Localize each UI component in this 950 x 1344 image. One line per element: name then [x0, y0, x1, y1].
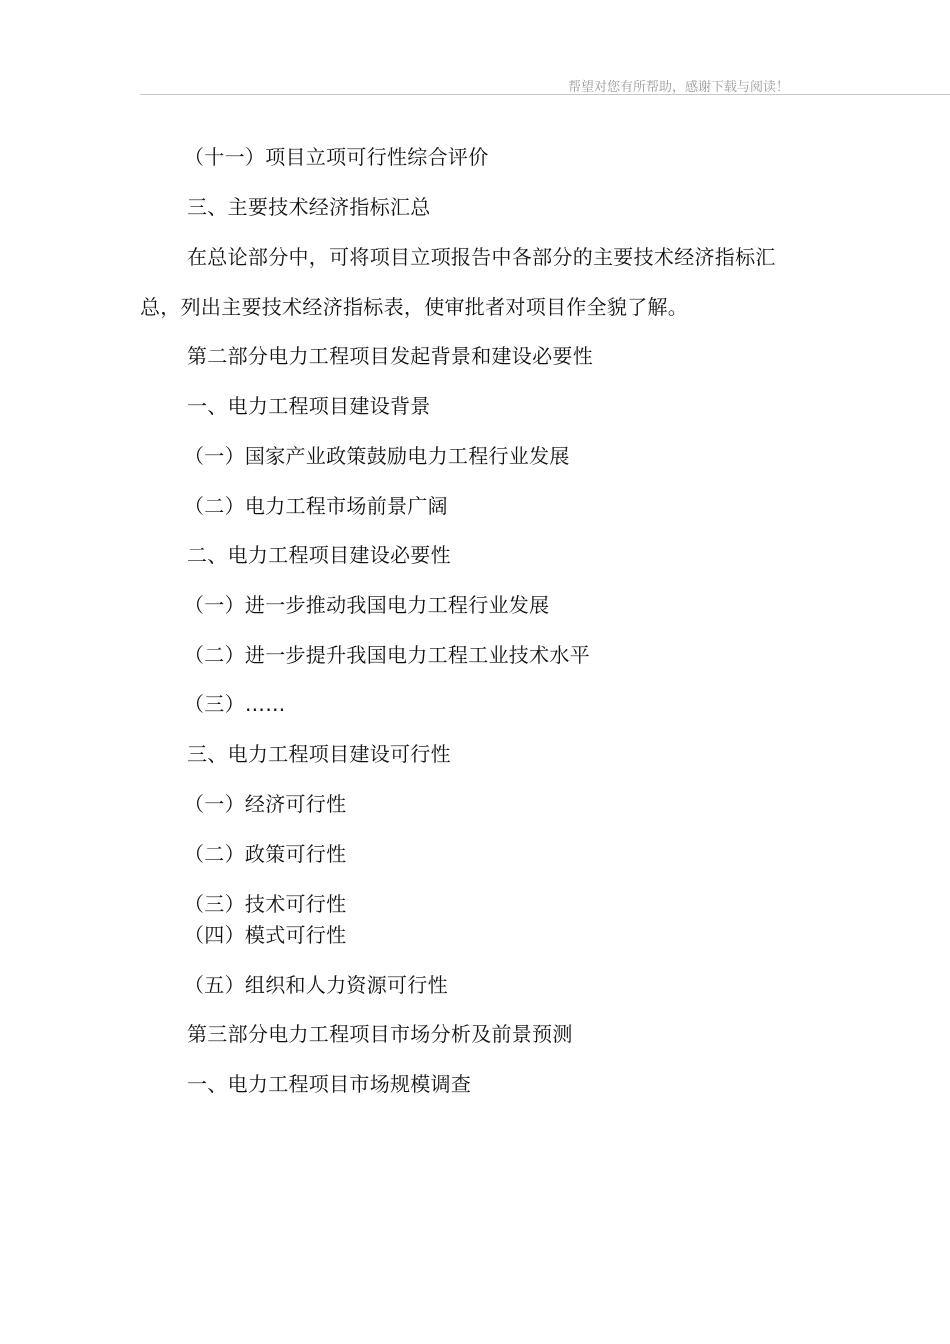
- subsection-heading: （十一）项目立项可行性综合评价: [184, 145, 489, 169]
- paragraph-line: 总，列出主要技术经济指标表，使审批者对项目作全貌了解。: [140, 295, 689, 319]
- part-heading: 第二部分电力工程项目发起背景和建设必要性: [187, 344, 593, 368]
- subsection-heading: （一）经济可行性: [184, 792, 347, 816]
- section-heading: 一、电力工程项目建设背景: [187, 394, 431, 418]
- section-heading: 二、电力工程项目建设必要性: [187, 543, 451, 567]
- section-heading: 三、主要技术经济指标汇总: [187, 195, 431, 219]
- part-heading: 第三部分电力工程项目市场分析及前景预测: [187, 1022, 573, 1046]
- subsection-heading: （一）进一步推动我国电力工程行业发展: [184, 593, 550, 617]
- subsection-heading: （五）组织和人力资源可行性: [184, 973, 448, 997]
- subsection-heading: （三）……: [184, 692, 286, 716]
- header-note: 帮望对您有所帮助，感谢下载与阅读！: [568, 80, 790, 95]
- paragraph-line: 在总论部分中，可将项目立项报告中各部分的主要技术经济指标汇: [187, 245, 776, 269]
- section-heading: 三、电力工程项目建设可行性: [187, 742, 451, 766]
- header-rule: [140, 94, 950, 95]
- subsection-heading: （二）进一步提升我国电力工程工业技术水平: [184, 643, 590, 667]
- subsection-heading: （四）模式可行性: [184, 923, 347, 947]
- section-heading: 一、电力工程项目市场规模调查: [187, 1072, 472, 1096]
- subsection-heading: （二）政策可行性: [184, 842, 347, 866]
- subsection-heading: （三）技术可行性: [184, 892, 347, 916]
- subsection-heading: （一）国家产业政策鼓励电力工程行业发展: [184, 444, 570, 468]
- subsection-heading: （二）电力工程市场前景广阔: [184, 494, 448, 518]
